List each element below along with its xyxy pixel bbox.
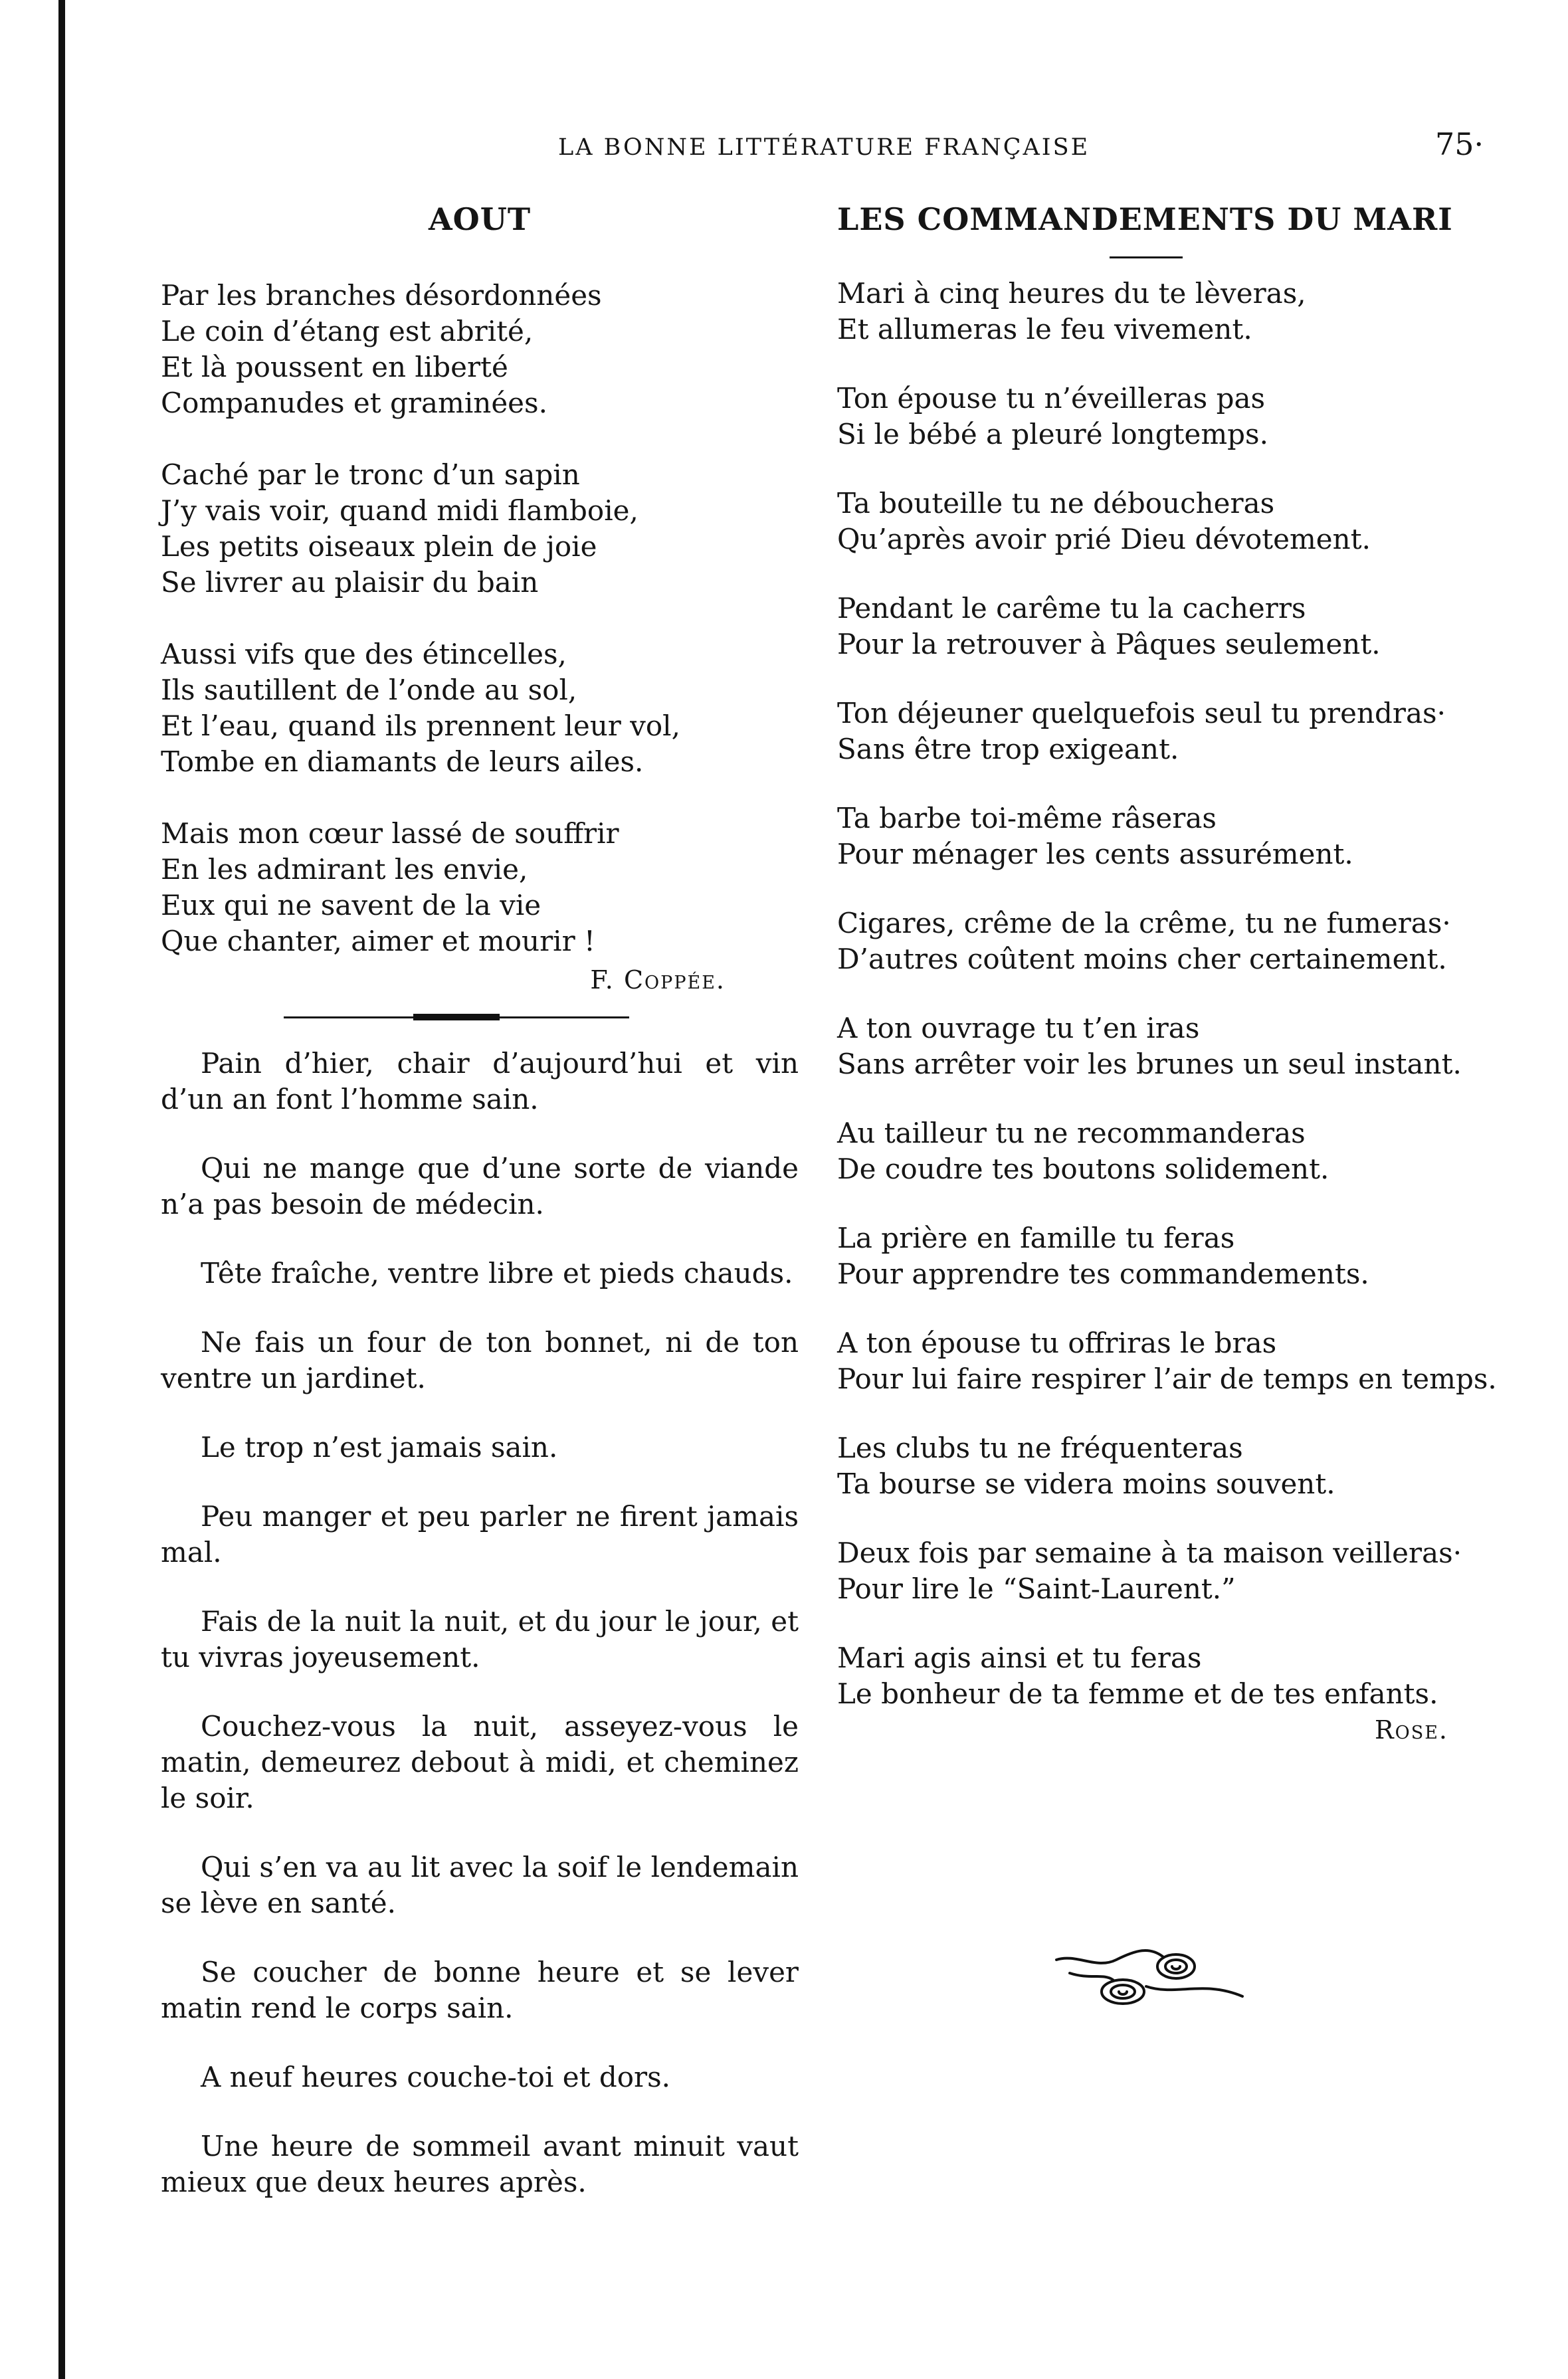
verse-line: Qu’après avoir prié Dieu dévotement. [837, 523, 1371, 555]
stanza [837, 591, 1515, 662]
verse-line: Companudes et graminées. [161, 387, 547, 419]
verse-line: Et allumeras le feu vivement. [837, 313, 1252, 345]
verse-line: Et l’eau, quand ils prennent leur vol, [161, 710, 680, 742]
verse-line: Si le bébé a pleuré longtemps. [837, 418, 1268, 450]
verse-line: Cigares, crême de la crême, tu ne fumeras· [837, 907, 1451, 939]
verse-line: Pour apprendre tes commandements. [837, 1258, 1369, 1290]
proverb: Pain d’hier, chair d’aujourd’hui et vin d’un an font l’homme sain. [161, 1047, 799, 1115]
proverb: Peu manger et peu parler ne firent jamais mal. [161, 1500, 799, 1569]
verse-line: D’autres coûtent moins cher certainement. [837, 943, 1447, 975]
stanza [161, 636, 825, 780]
verse-line: Aussi vifs que des étincelles, [161, 638, 567, 670]
verse-line: Ton épouse tu n’éveilleras pas [837, 382, 1266, 415]
verse-line: Pendant le carême tu la cacherrs [837, 592, 1306, 624]
verse-line: Et là poussent en liberté [161, 351, 508, 383]
stanza [837, 381, 1515, 452]
stanza [837, 1220, 1515, 1292]
verse-line: Pour ménager les cents assurément. [837, 838, 1353, 870]
verse-line: Sans être trop exigeant. [837, 733, 1179, 765]
verse-line: J’y vais voir, quand midi flamboie, [161, 494, 638, 527]
stanza [837, 801, 1515, 872]
verse-line: Au tailleur tu ne recommanderas [837, 1117, 1306, 1149]
section-divider [161, 1004, 825, 1031]
title-rule [1110, 256, 1183, 258]
stanza [837, 1535, 1515, 1607]
verse-line: Le bonheur de ta femme et de tes enfants. [837, 1677, 1438, 1710]
verse-line: Ta bourse se videra moins souvent. [837, 1468, 1335, 1500]
left-column [161, 199, 825, 2234]
proverb: A neuf heures couche-toi et dors. [201, 2061, 670, 2093]
stanza [161, 278, 825, 421]
verse-line: Ta bouteille tu ne déboucheras [837, 487, 1275, 520]
proverb: Qui s’en va au lit avec la soif le lendemain se lève en santé. [161, 1851, 799, 1919]
verse-line: Mari à cinq heures du te lèveras, [837, 277, 1306, 310]
poem-author: F. Coppée. [590, 965, 726, 995]
verse-line: Les petits oiseaux plein de joie [161, 530, 597, 563]
stanza [837, 1640, 1515, 1712]
verse-line: Sans arrêter voir les brunes un seul instant. [837, 1048, 1462, 1080]
proverb: Qui ne mange que d’une sorte de viande n’a pas besoin de médecin. [161, 1152, 799, 1220]
binding-edge [58, 0, 65, 2379]
right-column [837, 199, 1515, 1748]
poem-title-aout: AOUT [428, 201, 532, 237]
proverb: Le trop n’est jamais sain. [201, 1431, 558, 1464]
proverb: Se coucher de bonne heure et se lever matin rend le corps sain. [161, 1956, 799, 2024]
proverb: Ne fais un four de ton bonnet, ni de ton ventre un jardinet. [161, 1326, 799, 1394]
verse-line: Ton déjeuner quelquefois seul tu prendras· [837, 697, 1446, 729]
stanza [837, 1430, 1515, 1502]
verse-line: Ils sautillent de l’onde au sol, [161, 674, 577, 706]
verse-line: Ta barbe toi-même râseras [837, 802, 1217, 834]
swirl-ornament-icon [1050, 1933, 1249, 2013]
verse-line: Mari agis ainsi et tu feras [837, 1642, 1202, 1674]
verse-line: Par les branches désordonnées [161, 279, 602, 312]
stanza [837, 486, 1515, 557]
verse-line: La prière en famille tu feras [837, 1222, 1235, 1254]
proverb: Couchez-vous la nuit, asseyez-vous le matin, demeurez debout à midi, et cheminez le soir. [161, 1710, 799, 1814]
proverbs-list [161, 1046, 825, 2200]
page-number: 75· [1435, 126, 1484, 162]
verse-line: A ton ouvrage tu t’en iras [837, 1012, 1200, 1044]
verse-line: Pour lui faire respirer l’air de temps en temps. [837, 1363, 1497, 1395]
stanza [837, 1115, 1515, 1187]
verse-line: Tombe en diamants de leurs ailes. [161, 745, 644, 778]
poem-title-commandements: LES COMMANDEMENTS DU MARI [837, 201, 1453, 237]
verse-line: Les clubs tu ne fréquenteras [837, 1432, 1243, 1464]
verse-line: Pour la retrouver à Pâques seulement. [837, 628, 1381, 660]
stanza [837, 905, 1515, 977]
stanza [837, 276, 1515, 347]
verse-line: De coudre tes boutons solidement. [837, 1153, 1329, 1185]
verse-line: Eux qui ne savent de la vie [161, 889, 541, 921]
proverb: Tête fraîche, ventre libre et pieds chauds. [201, 1257, 793, 1289]
divider-thick-rule [413, 1014, 500, 1020]
proverb: Une heure de sommeil avant minuit vaut mieux que deux heures après. [161, 2130, 799, 2198]
verse-line: Se livrer au plaisir du bain [161, 566, 539, 599]
verse-line: A ton épouse tu offriras le bras [837, 1327, 1277, 1359]
verse-line: En les admirant les envie, [161, 853, 528, 886]
running-title: LA BONNE LITTÉRATURE FRANÇAISE [558, 134, 1090, 161]
poem-author: Rose. [1374, 1715, 1448, 1745]
stanza [161, 457, 825, 601]
verse-line: Que chanter, aimer et mourir ! [161, 925, 595, 957]
verse-line: Caché par le tronc d’un sapin [161, 458, 580, 491]
proverb: Fais de la nuit la nuit, et du jour le jour, et tu vivras joyeusement. [161, 1605, 799, 1673]
stanza [837, 696, 1515, 767]
verse-line: Mais mon cœur lassé de souffrir [161, 817, 619, 850]
verse-line: Deux fois par semaine à ta maison veilleras· [837, 1537, 1462, 1569]
stanza [837, 1010, 1515, 1082]
stanza [837, 1325, 1515, 1397]
verse-line: Pour lire le “Saint-Laurent.” [837, 1572, 1236, 1605]
verse-line: Le coin d’étang est abrité, [161, 315, 534, 347]
stanza [161, 816, 825, 959]
